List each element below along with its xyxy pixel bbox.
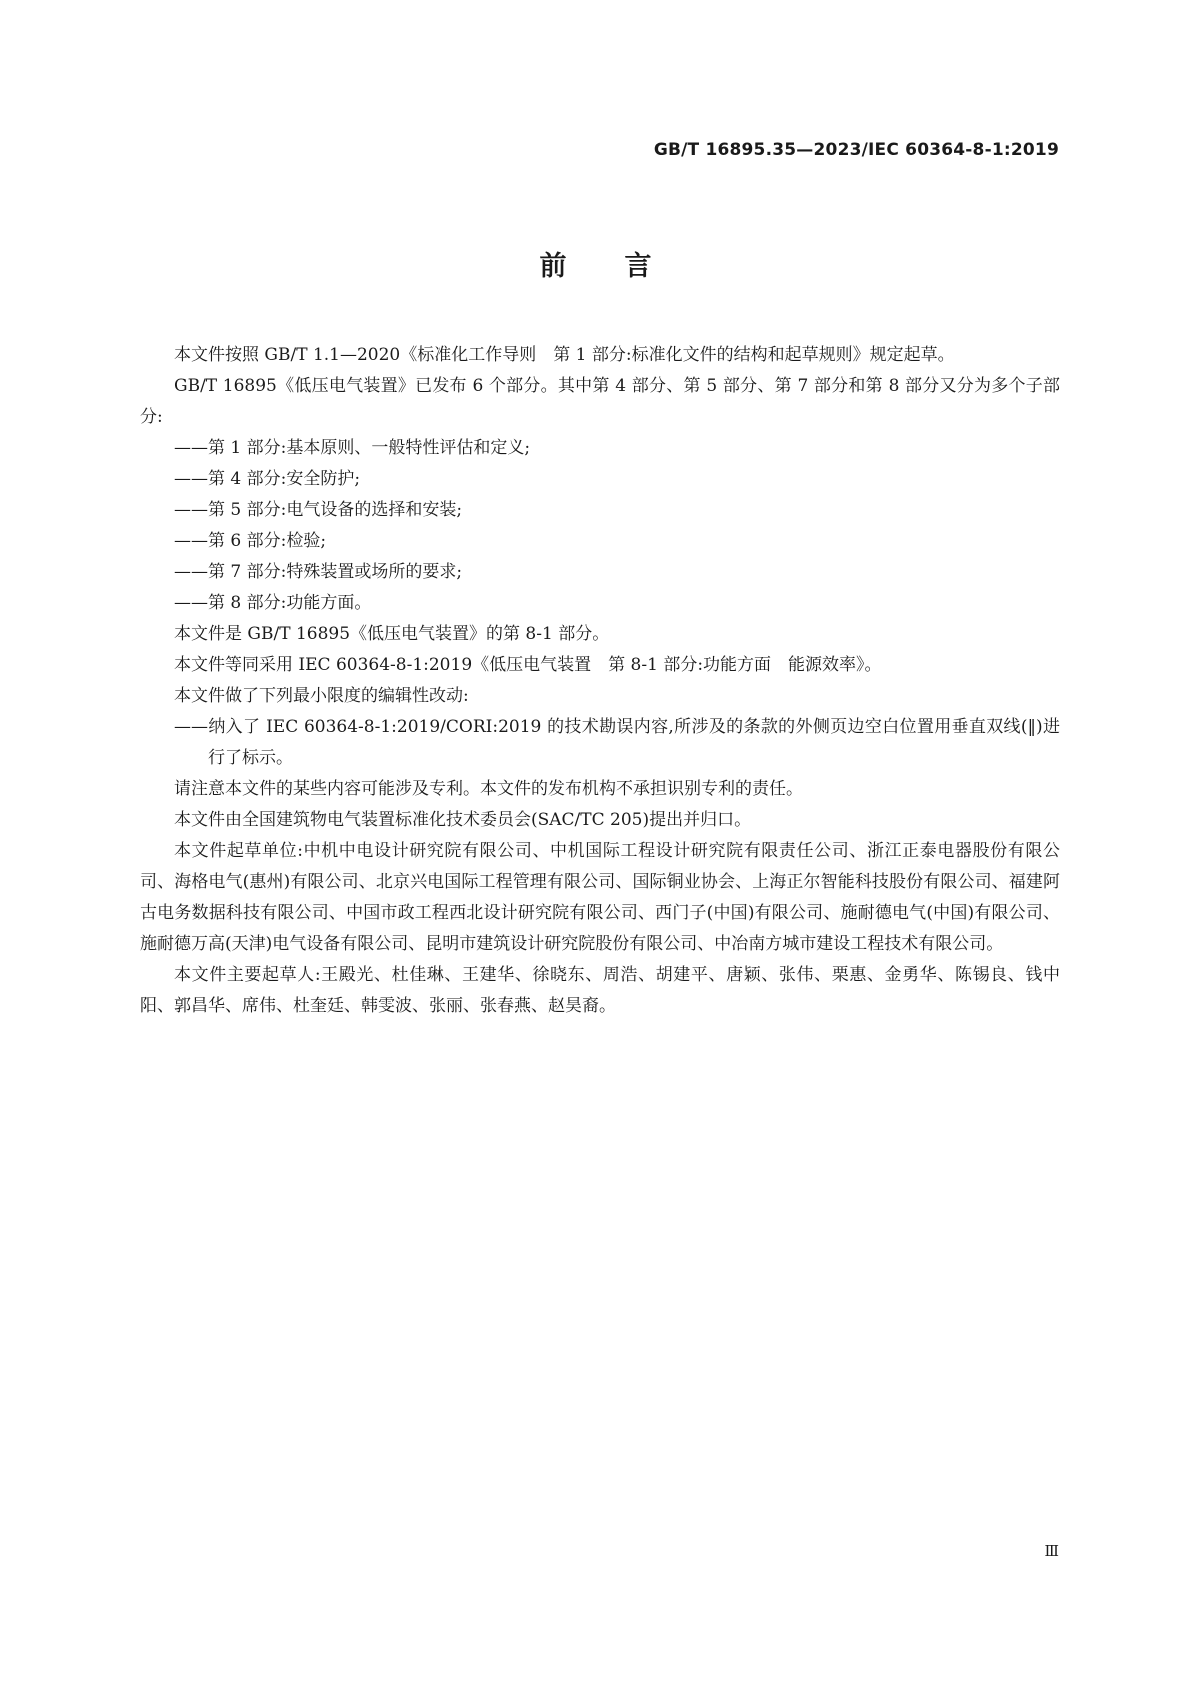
paragraph-principal-drafters: 本文件主要起草人:王殿光、杜佳琳、王建华、徐晓东、周浩、胡建平、唐颖、张伟、栗惠、金勇华、陈锡良、钱中阳、郭昌华、席伟、杜奎廷、韩雯波、张丽、张春燕、赵昊裔。 xyxy=(140,965,1060,1016)
page-title: 前言 xyxy=(539,251,710,282)
paragraph-iec-adoption: 本文件等同采用 IEC 60364-8-1:2019《低压电气装置 第 8-1 部分:功能方面 能源效率》。 xyxy=(174,655,882,675)
list-item: ——纳入了 IEC 60364-8-1:2019/CORI:2019 的技术勘误内容,所涉及的条款的外侧页边空白位置用垂直双线(‖)进行了标示。 xyxy=(174,717,1060,768)
paragraph-series-parts: GB/T 16895《低压电气装置》已发布 6 个部分。其中第 4 部分、第 5 部分、第 7 部分和第 8 部分又分为多个子部分: xyxy=(140,376,1060,427)
paragraph-editorial-changes: 本文件做了下列最小限度的编辑性改动: xyxy=(174,686,469,706)
paragraph-drafting-rules: 本文件按照 GB/T 1.1—2020《标准化工作导则 第 1 部分:标准化文件的结构和起草规则》规定起草。 xyxy=(174,345,955,365)
paragraph-patent-notice: 请注意本文件的某些内容可能涉及专利。本文件的发布机构不承担识别专利的责任。 xyxy=(174,779,803,799)
list-item: ——第 7 部分:特殊装置或场所的要求; xyxy=(174,562,463,582)
paragraph-part-identity: 本文件是 GB/T 16895《低压电气装置》的第 8-1 部分。 xyxy=(174,624,610,644)
paragraph-drafting-organizations: 本文件起草单位:中机中电设计研究院有限公司、中机国际工程设计研究院有限责任公司、浙江正泰电器股份有限公司、海格电气(惠州)有限公司、北京兴电国际工程管理有限公司、国际铜业协会、上海正尔智能科技股份有限公司、福建阿古电务数据科技有限公司、中国市政工程西北设计研究院有限公司、西门子(中国)有限公司、施耐德电气(中国)有限公司、施耐德万高(天津)电气设备有限公司、昆明市建筑设计研究院股份有限公司、中冶南方城市建设工程技术有限公司。 xyxy=(140,841,1060,954)
standard-code-header: GB/T 16895.35—2023/IEC 60364-8-1:2019 xyxy=(653,140,1059,160)
list-item: ——第 1 部分:基本原则、一般特性评估和定义; xyxy=(174,438,531,458)
paragraph-committee: 本文件由全国建筑物电气装置标准化技术委员会(SAC/TC 205)提出并归口。 xyxy=(174,810,752,830)
list-item: ——第 4 部分:安全防护; xyxy=(174,469,361,489)
list-item: ——第 8 部分:功能方面。 xyxy=(174,593,372,613)
list-item: ——第 6 部分:检验; xyxy=(174,531,327,551)
list-item: ——第 5 部分:电气设备的选择和安装; xyxy=(174,500,463,520)
document-body xyxy=(140,340,1060,1022)
page-number: Ⅲ xyxy=(1044,1542,1059,1560)
